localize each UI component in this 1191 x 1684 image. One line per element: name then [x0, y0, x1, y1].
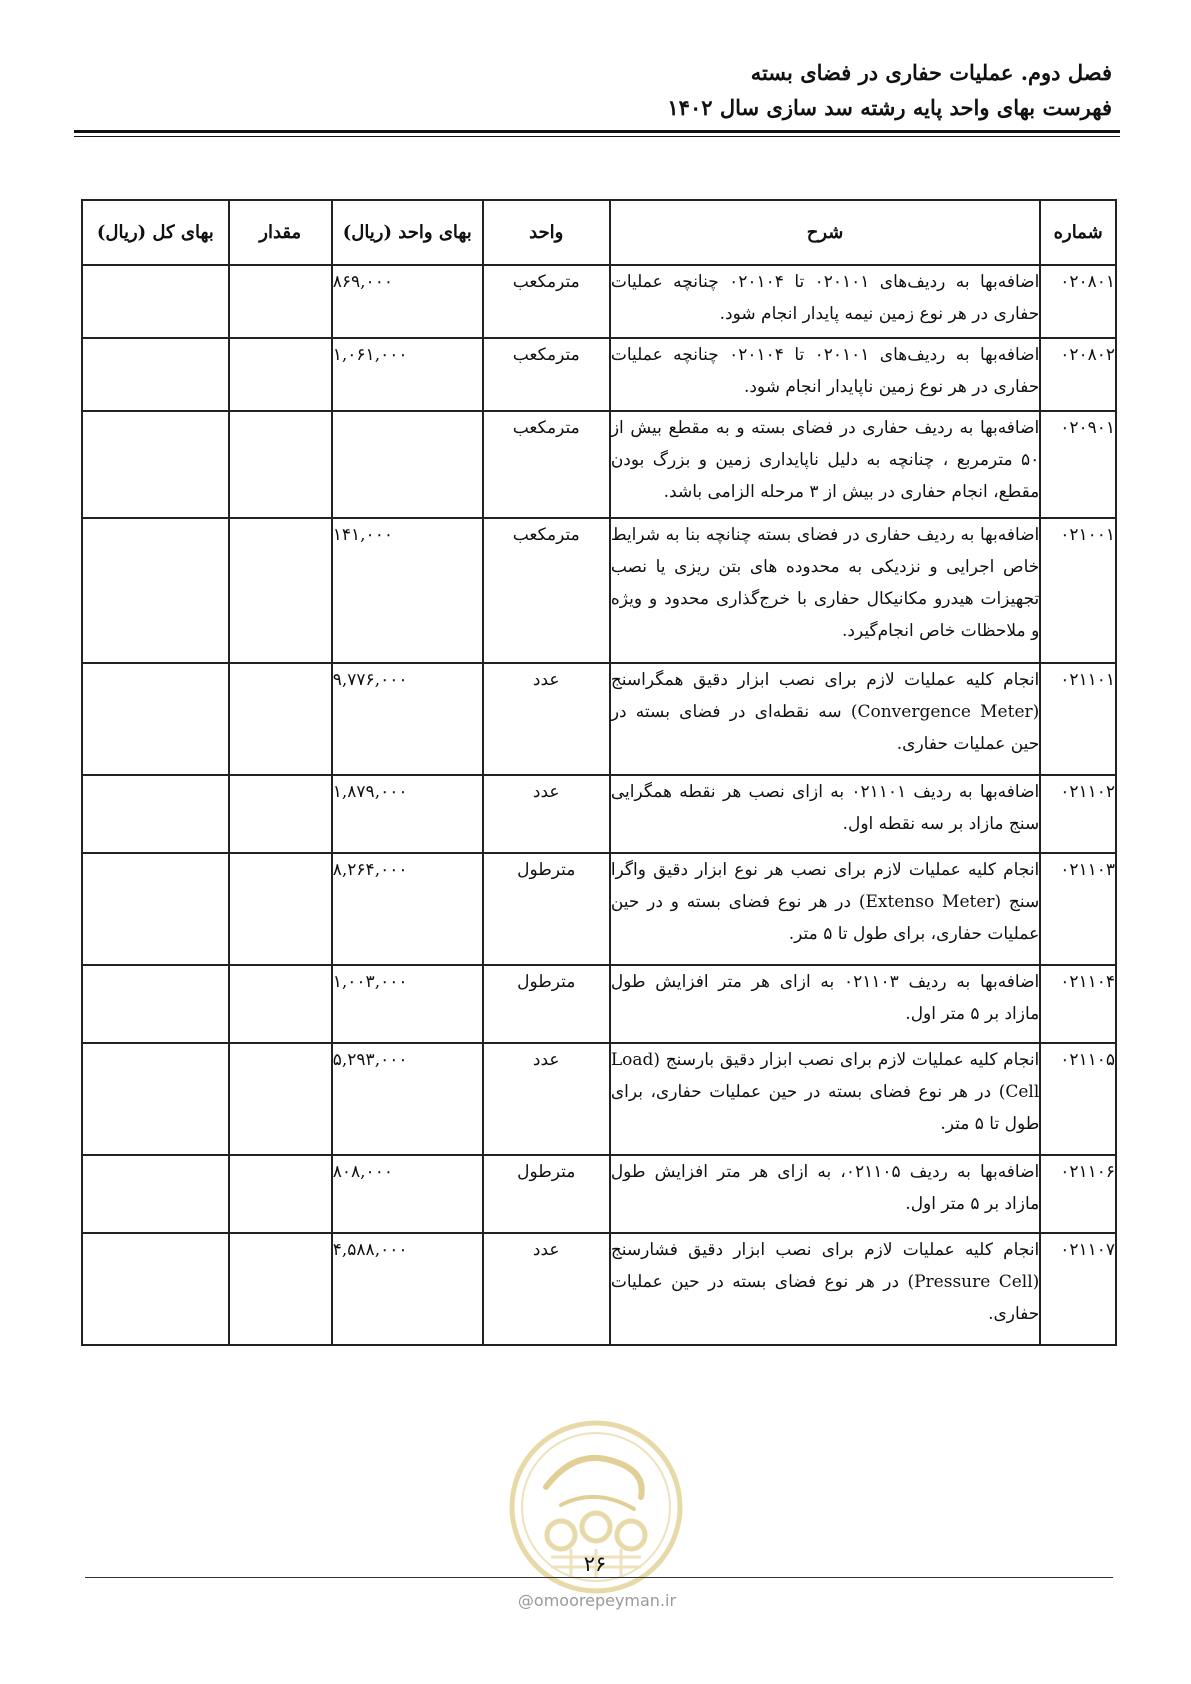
row-unit: مترمکعب — [483, 338, 610, 411]
table-row — [82, 1155, 1116, 1233]
row-total-price — [82, 1155, 229, 1233]
column-header-unit-price: بهای واحد (ریال) — [332, 200, 483, 265]
header-rule-thick — [74, 130, 1120, 133]
table-row — [82, 411, 1116, 518]
row-unit-price: ۴,۵۸۸,۰۰۰ — [332, 1233, 483, 1345]
row-total-price — [82, 663, 229, 775]
price-table — [81, 199, 1117, 1346]
row-description: اضافه‌بها به ردیف ۰۲۱۱۰۳ به ازای هر متر افزایش طول مازاد بر ۵ متر اول. — [610, 965, 1040, 1043]
row-unit-price: ۸۶۹,۰۰۰ — [332, 265, 483, 338]
row-number: ۰۲۱۱۰۵ — [1040, 1043, 1116, 1155]
table-row — [82, 663, 1116, 775]
table-row — [82, 338, 1116, 411]
row-unit: مترمکعب — [483, 518, 610, 663]
row-quantity — [229, 1233, 332, 1345]
row-number: ۰۲۱۱۰۶ — [1040, 1155, 1116, 1233]
row-description: اضافه‌بها به ردیف‌های ۰۲۰۱۰۱ تا ۰۲۰۱۰۴ چنانچه عملیات حفاری در هر نوع زمین نیمه پایدار انجام شود. — [610, 265, 1040, 338]
row-quantity — [229, 663, 332, 775]
row-unit: مترطول — [483, 965, 610, 1043]
row-quantity — [229, 338, 332, 411]
row-unit: مترمکعب — [483, 265, 610, 338]
table-row — [82, 965, 1116, 1043]
table-row — [82, 265, 1116, 338]
column-header-number: شماره — [1040, 200, 1116, 265]
row-number: ۰۲۰۹۰۱ — [1040, 411, 1116, 518]
row-unit-price: ۱,۰۰۳,۰۰۰ — [332, 965, 483, 1043]
row-total-price — [82, 853, 229, 965]
row-unit-price: ۹,۷۷۶,۰۰۰ — [332, 663, 483, 775]
row-description: اضافه‌بها به ردیف ۰۲۱۱۰۱ به ازای نصب هر نقطه همگرایی سنج مازاد بر سه نقطه اول. — [610, 775, 1040, 853]
row-unit-price: ۱,۸۷۹,۰۰۰ — [332, 775, 483, 853]
column-header-total-price: بهای کل (ریال) — [82, 200, 229, 265]
row-unit: مترطول — [483, 853, 610, 965]
table-row — [82, 1043, 1116, 1155]
row-unit: عدد — [483, 1043, 610, 1155]
row-number: ۰۲۱۱۰۲ — [1040, 775, 1116, 853]
table-row — [82, 853, 1116, 965]
row-description: اضافه‌بها به ردیف‌های ۰۲۰۱۰۱ تا ۰۲۰۱۰۴ چنانچه عملیات حفاری در هر نوع زمین ناپایدار انجام شود. — [610, 338, 1040, 411]
column-header-unit: واحد — [483, 200, 610, 265]
table-header-row — [82, 200, 1116, 265]
row-unit: عدد — [483, 775, 610, 853]
row-total-price — [82, 775, 229, 853]
row-number: ۰۲۱۱۰۴ — [1040, 965, 1116, 1043]
table-row — [82, 775, 1116, 853]
row-quantity — [229, 518, 332, 663]
row-unit: مترمکعب — [483, 411, 610, 518]
row-description: انجام کلیه عملیات لازم برای نصب ابزار دقیق بارسنج (Load Cell) در هر نوع فضای بسته در حین عملیات حفاری، برای طول تا ۵ متر. — [610, 1043, 1040, 1155]
row-quantity — [229, 1155, 332, 1233]
row-description: انجام کلیه عملیات لازم برای نصب هر نوع ابزار دقیق واگرا سنج (Extenso Meter) در هر نوع فضای بسته و در حین عملیات حفاری، برای طول تا ۵ متر. — [610, 853, 1040, 965]
site-watermark: @omoorepeyman.ir — [517, 1591, 677, 1610]
row-quantity — [229, 1043, 332, 1155]
row-unit-price — [332, 411, 483, 518]
row-number: ۰۲۰۸۰۲ — [1040, 338, 1116, 411]
row-total-price — [82, 411, 229, 518]
row-total-price — [82, 965, 229, 1043]
row-number: ۰۲۱۱۰۱ — [1040, 663, 1116, 775]
row-quantity — [229, 775, 332, 853]
row-description: انجام کلیه عملیات لازم برای نصب ابزار دقیق فشارسنج (Pressure Cell) در هر نوع فضای بسته در حین عملیات حفاری. — [610, 1233, 1040, 1345]
row-unit-price: ۱,۰۶۱,۰۰۰ — [332, 338, 483, 411]
row-unit-price: ۸۰۸,۰۰۰ — [332, 1155, 483, 1233]
row-unit-price: ۸,۲۶۴,۰۰۰ — [332, 853, 483, 965]
row-unit-price: ۱۴۱,۰۰۰ — [332, 518, 483, 663]
row-total-price — [82, 265, 229, 338]
header-rule-thin — [74, 136, 1120, 137]
row-description: اضافه‌بها به ردیف ۰۲۱۱۰۵، به ازای هر متر افزایش طول مازاد بر ۵ متر اول. — [610, 1155, 1040, 1233]
chapter-title: فصل دوم. عملیات حفاری در فضای بسته — [750, 60, 1112, 85]
row-description: اضافه‌بها به ردیف حفاری در فضای بسته چنانچه بنا به شرایط خاص اجرایی و نزدیکی به محدوده های بتن ریزی یا نصب تجهیزات هیدرو مکانیکال حفاری با خرج‌گذاری محدود و ویژه و ملاحظات خاص انجام‌گیرد. — [610, 518, 1040, 663]
row-unit: عدد — [483, 663, 610, 775]
page-number: ۲۶ — [583, 1552, 607, 1576]
row-unit: مترطول — [483, 1155, 610, 1233]
row-number: ۰۲۱۰۰۱ — [1040, 518, 1116, 663]
row-description: انجام کلیه عملیات لازم برای نصب ابزار دقیق همگراسنج (Convergence Meter) سه نقطه‌ای در فضای بسته در حین عملیات حفاری. — [610, 663, 1040, 775]
row-unit-price: ۵,۲۹۳,۰۰۰ — [332, 1043, 483, 1155]
table-row — [82, 518, 1116, 663]
row-quantity — [229, 853, 332, 965]
row-number: ۰۲۱۱۰۳ — [1040, 853, 1116, 965]
row-quantity — [229, 965, 332, 1043]
column-header-description: شرح — [610, 200, 1040, 265]
row-description: اضافه‌بها به ردیف حفاری در فضای بسته و به مقطع بیش از ۵۰ مترمربع ، چنانچه به دلیل ناپایداری زمین و بزرگ بودن مقطع، انجام حفاری در بیش از ۳ مرحله الزامی باشد. — [610, 411, 1040, 518]
row-total-price — [82, 518, 229, 663]
page-header — [72, 58, 1112, 124]
row-quantity — [229, 411, 332, 518]
row-unit: عدد — [483, 1233, 610, 1345]
row-number: ۰۲۰۸۰۱ — [1040, 265, 1116, 338]
catalog-title: فهرست بهای واحد پایه رشته سد سازی سال ۱۴۰۲ — [667, 95, 1112, 120]
row-quantity — [229, 265, 332, 338]
row-total-price — [82, 1043, 229, 1155]
column-header-quantity: مقدار — [229, 200, 332, 265]
table-row — [82, 1233, 1116, 1345]
row-total-price — [82, 338, 229, 411]
row-number: ۰۲۱۱۰۷ — [1040, 1233, 1116, 1345]
row-total-price — [82, 1233, 229, 1345]
footer-rule — [85, 1577, 1113, 1578]
